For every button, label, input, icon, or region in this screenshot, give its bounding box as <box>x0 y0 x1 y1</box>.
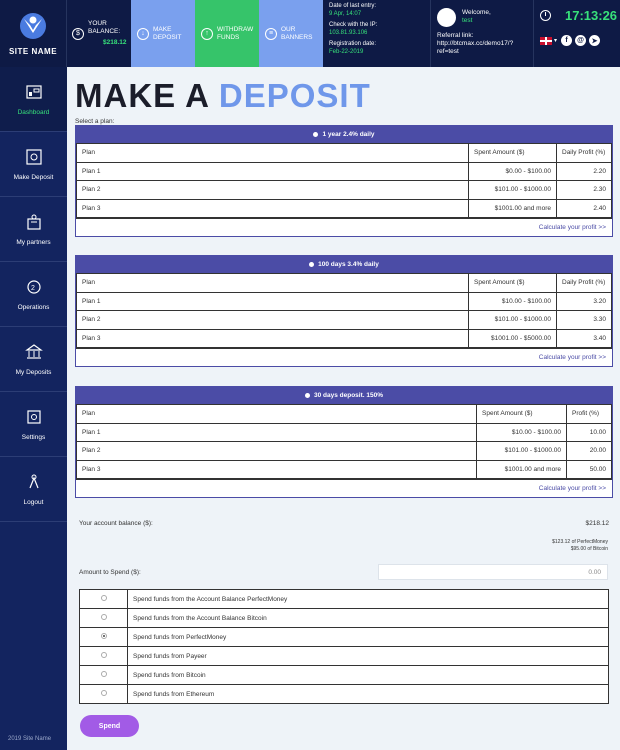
partners-icon <box>25 213 43 231</box>
table-row: Plan 1 $0.00 - $100.00 2.20 <box>77 162 612 181</box>
table-row: Plan 1 $10.00 - $100.00 10.00 <box>77 423 612 442</box>
account-balance-label: Your account balance ($): <box>79 520 153 527</box>
sidebar <box>0 67 67 750</box>
withdraw-funds-button[interactable] <box>195 0 259 67</box>
registration-label: Registration date: <box>329 41 377 47</box>
sidebar-item-label: My partners <box>16 238 51 246</box>
telegram-icon[interactable]: ➤ <box>589 35 600 46</box>
withdraw-icon: ↑ <box>201 28 213 40</box>
bank-icon <box>25 343 43 361</box>
deposit-icon: ↓ <box>137 28 149 40</box>
radio-button[interactable] <box>101 595 107 601</box>
payment-option[interactable]: Spend funds from Payeer <box>80 647 609 666</box>
banners-icon: ≡ <box>265 28 277 40</box>
balance-label-1: YOUR <box>88 20 107 27</box>
ip-label: Check with the IP: <box>329 22 378 28</box>
withdraw-label-1: WITHDRAW <box>217 25 254 33</box>
current-time: 17:13:26 <box>565 8 618 23</box>
sidebar-item-settings[interactable] <box>0 392 67 457</box>
plan-card <box>75 255 613 367</box>
plan-table: Plan Spent Amount ($) Daily Profit (%) Plan 1 $0.00 - $100.00 2.20 Plan 2 $101.00 - $1000.00 2.30 Plan 3 $1001.00 and more 2.40 <box>76 143 612 218</box>
welcome-label: Welcome, <box>462 9 491 16</box>
wallet-icon: $ <box>72 28 84 40</box>
avatar[interactable] <box>437 8 456 27</box>
plan-header[interactable]: 30 days deposit. 150% <box>76 387 612 404</box>
operations-icon <box>25 278 43 296</box>
svg-text:2: 2 <box>30 284 35 292</box>
amount-input[interactable]: 0.00 <box>378 564 608 580</box>
payment-option[interactable]: Spend funds from the Account Balance Bitcoin <box>80 609 609 628</box>
payment-options <box>79 589 609 704</box>
welcome-panel <box>430 0 533 67</box>
banners-label-1: OUR <box>281 25 296 33</box>
make-deposit-button[interactable] <box>131 0 195 67</box>
referral-label: Referral link: <box>437 32 474 39</box>
spend-button[interactable]: Spend <box>80 715 139 737</box>
balance-label-2: BALANCE: <box>88 28 121 35</box>
plan-table: Plan Spent Amount ($) Daily Profit (%) Plan 1 $10.00 - $100.00 3.20 Plan 2 $101.00 - $1000.00 3.30 Plan 3 $1001.00 - $5000.00 3.40 <box>76 273 612 348</box>
our-banners-button[interactable] <box>259 0 323 67</box>
plan-table: Plan Spent Amount ($) Profit (%) Plan 1 $10.00 - $100.00 10.00 Plan 2 $101.00 - $1000.00 20.00 Plan 3 $1001.00 and more 50.00 <box>76 404 612 479</box>
calculate-profit-link[interactable]: Calculate your profit >> <box>76 348 612 366</box>
payment-option[interactable]: Spend funds from Ethereum <box>80 685 609 704</box>
radio-button[interactable] <box>101 652 107 658</box>
payment-option[interactable]: Spend funds from Bitcoin <box>80 666 609 685</box>
radio-button[interactable] <box>101 614 107 620</box>
table-row: Plan 3 $1001.00 and more 50.00 <box>77 460 612 479</box>
safe-icon <box>25 148 43 166</box>
sidebar-item-operations[interactable] <box>0 262 67 327</box>
make-deposit-label-1: MAKE <box>153 25 172 33</box>
clock-panel <box>533 0 618 67</box>
sidebar-item-label: Settings <box>21 433 46 441</box>
table-row: Plan 3 $1001.00 - $5000.00 3.40 <box>77 329 612 348</box>
radio-button[interactable] <box>101 690 107 696</box>
account-balance-value: $218.12 <box>585 520 609 527</box>
table-row: Plan 2 $101.00 - $1000.00 20.00 <box>77 442 612 461</box>
sidebar-item-label: Logout <box>23 498 44 506</box>
ip-value: 103.81.93.106 <box>329 29 368 36</box>
referral-link-2[interactable]: ref=test <box>437 48 459 55</box>
sidebar-item-label: Dashboard <box>17 108 50 116</box>
calculate-profit-link[interactable]: Calculate your profit >> <box>76 218 612 236</box>
page-title: MAKE A DEPOSIT <box>75 77 371 114</box>
payment-option[interactable]: Spend funds from the Account Balance PerfectMoney <box>80 590 609 609</box>
clock-icon <box>540 10 551 21</box>
email-icon[interactable]: @ <box>575 35 586 46</box>
calculate-profit-link[interactable]: Calculate your profit >> <box>76 479 612 497</box>
logo-icon <box>18 11 48 41</box>
username: test <box>462 17 473 24</box>
dashboard-icon <box>25 83 43 101</box>
logout-icon <box>25 473 43 491</box>
radio-icon[interactable] <box>313 132 318 137</box>
sidebar-item-logout[interactable] <box>0 457 67 522</box>
site-logo[interactable] <box>0 0 67 67</box>
table-row: Plan 3 $1001.00 and more 2.40 <box>77 199 612 218</box>
plan-header[interactable]: 100 days 3.4% daily <box>76 256 612 273</box>
payment-option[interactable]: Spend funds from PerfectMoney <box>80 628 609 647</box>
radio-icon[interactable] <box>309 262 314 267</box>
balance-value: $218.12 <box>103 39 127 46</box>
main-content <box>67 67 620 750</box>
table-row: Plan 2 $101.00 - $1000.00 2.30 <box>77 181 612 200</box>
radio-button-selected[interactable] <box>101 633 107 639</box>
balance-breakdown <box>552 539 608 553</box>
sidebar-item-label: My Deposits <box>15 368 52 376</box>
last-entry-label: Date of last entry: <box>329 3 377 9</box>
balance-perfectmoney: $123.12 of PerfectMoney <box>552 539 608 545</box>
sidebar-item-dashboard[interactable] <box>0 67 67 132</box>
table-row: Plan 1 $10.00 - $100.00 3.20 <box>77 292 612 311</box>
settings-icon <box>25 408 43 426</box>
select-plan-label: Select a plan: <box>75 118 115 125</box>
amount-label: Amount to Spend ($): <box>79 569 141 576</box>
uk-flag-icon[interactable] <box>540 37 552 45</box>
sidebar-item-my-partners[interactable] <box>0 197 67 262</box>
sidebar-item-make-deposit[interactable] <box>0 132 67 197</box>
banners-label-2: BANNERS <box>281 33 313 41</box>
sidebar-item-label: Operations <box>17 303 50 311</box>
sidebar-item-label: Make Deposit <box>13 173 54 181</box>
last-entry-value: 9 Apr, 14:07 <box>329 10 362 17</box>
plan-header[interactable]: 1 year 2.4% daily <box>76 126 612 143</box>
radio-icon[interactable] <box>305 393 310 398</box>
radio-button[interactable] <box>101 671 107 677</box>
plan-card <box>75 125 613 237</box>
copyright: 2019 Site Name <box>8 736 52 742</box>
table-row: Plan 2 $101.00 - $1000.00 3.30 <box>77 311 612 330</box>
referral-link-1[interactable]: http://btcmax.cc/demo17/? <box>437 40 514 47</box>
account-balance-row <box>79 520 609 527</box>
registration-value: Feb-22-2019 <box>329 48 364 55</box>
make-deposit-label-2: DEPOSIT <box>153 33 182 41</box>
balance-bitcoin: $95.00 of Bitcoin <box>570 546 608 552</box>
withdraw-label-2: FUNDS <box>217 33 240 41</box>
facebook-icon[interactable]: f <box>561 35 572 46</box>
sidebar-item-my-deposits[interactable] <box>0 327 67 392</box>
plan-card <box>75 386 613 498</box>
site-name: SITE NAME <box>8 47 58 56</box>
top-bar <box>0 0 620 67</box>
chevron-down-icon[interactable]: ▾ <box>554 38 558 44</box>
account-info <box>323 0 430 67</box>
header-balance <box>67 0 131 67</box>
